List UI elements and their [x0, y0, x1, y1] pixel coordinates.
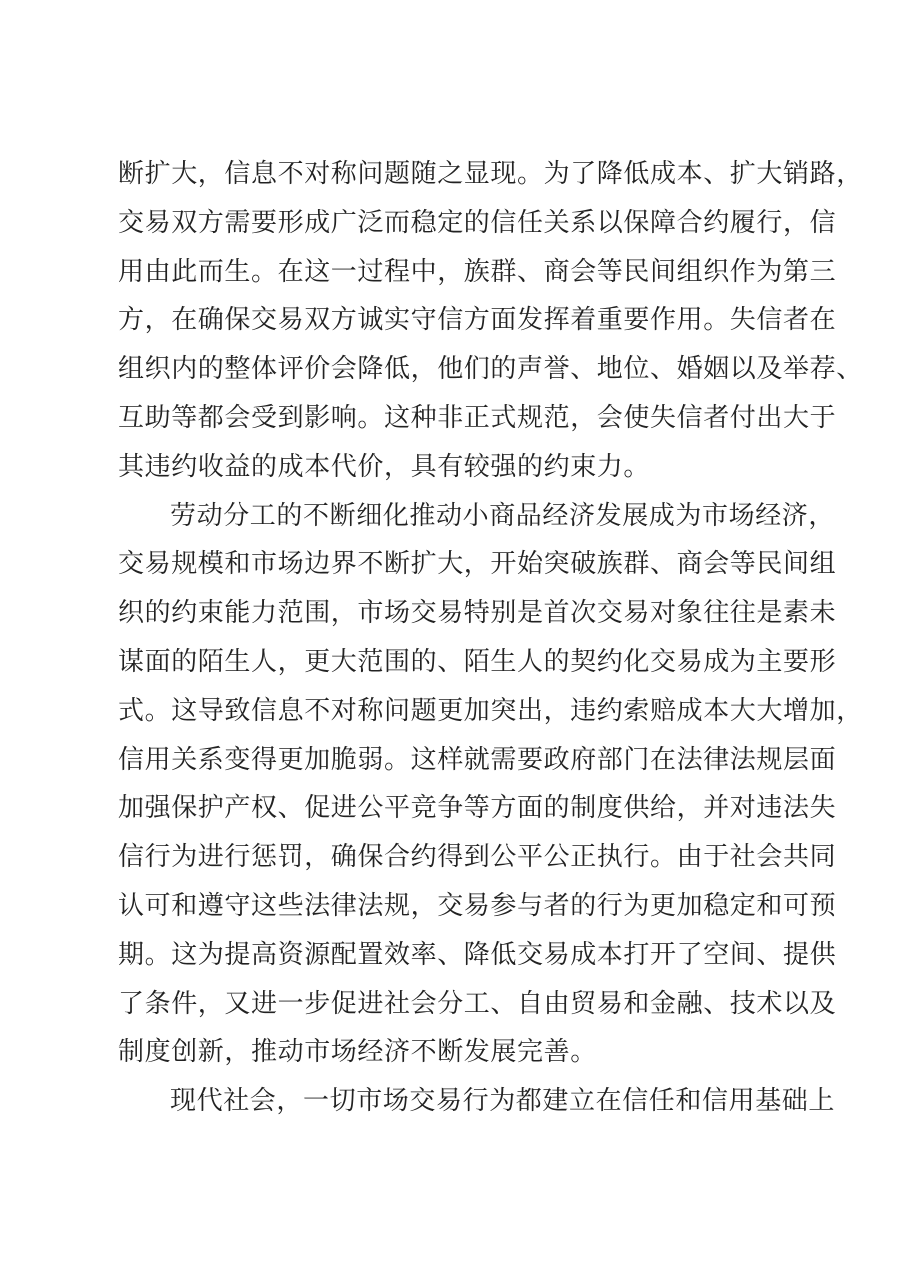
text-line: 信行为进行惩罚，确保合约得到公平公正执行。由于社会共同 [118, 842, 837, 873]
text-line: 信用关系变得更加脆弱。这样就需要政府部门在法律法规层面 [118, 744, 837, 775]
text-line: 式。这导致信息不对称问题更加突出，违约索赔成本大大增加， [118, 695, 863, 726]
text-line: 加强保护产权、促进公平竞争等方面的制度供给，并对违法失 [118, 793, 837, 824]
paragraph [118, 492, 863, 1078]
paragraph [118, 1077, 836, 1126]
text-line: 了条件，又进一步促进社会分工、自由贸易和金融、技术以及 [118, 988, 837, 1019]
text-line: 制度创新，推动市场经济不断发展完善。 [118, 1037, 597, 1068]
text-line: 织的约束能力范围，市场交易特别是首次交易对象往往是素未 [118, 598, 837, 629]
text-line: 交易规模和市场边界不断扩大，开始突破族群、商会等民间组 [118, 549, 837, 580]
text-line: 其违约收益的成本代价，具有较强的约束力。 [118, 451, 651, 482]
document-body [118, 150, 863, 1126]
text-line: 方，在确保交易双方诚实守信方面发挥着重要作用。失信者在 [118, 305, 837, 336]
text-line: 组织内的整体评价会降低，他们的声誉、地位、婚姻以及举荐、 [118, 354, 863, 385]
text-line: 劳动分工的不断细化推动小商品经济发展成为市场经济， [170, 500, 836, 531]
text-line: 用由此而生。在这一过程中，族群、商会等民间组织作为第三 [118, 256, 837, 287]
text-line: 认可和遵守这些法律法规，交易参与者的行为更加稳定和可预 [118, 890, 837, 921]
paragraph [118, 150, 863, 492]
text-line: 谋面的陌生人，更大范围的、陌生人的契约化交易成为主要形 [118, 646, 837, 677]
text-line: 互助等都会受到影响。这种非正式规范，会使失信者付出大于 [118, 402, 837, 433]
text-line: 期。这为提高资源配置效率、降低交易成本打开了空间、提供 [118, 939, 837, 970]
text-line: 现代社会，一切市场交易行为都建立在信任和信用基础上 [170, 1086, 836, 1117]
text-line: 交易双方需要形成广泛而稳定的信任关系以保障合约履行，信 [118, 207, 837, 238]
text-line: 断扩大，信息不对称问题随之显现。为了降低成本、扩大销路， [118, 159, 863, 189]
